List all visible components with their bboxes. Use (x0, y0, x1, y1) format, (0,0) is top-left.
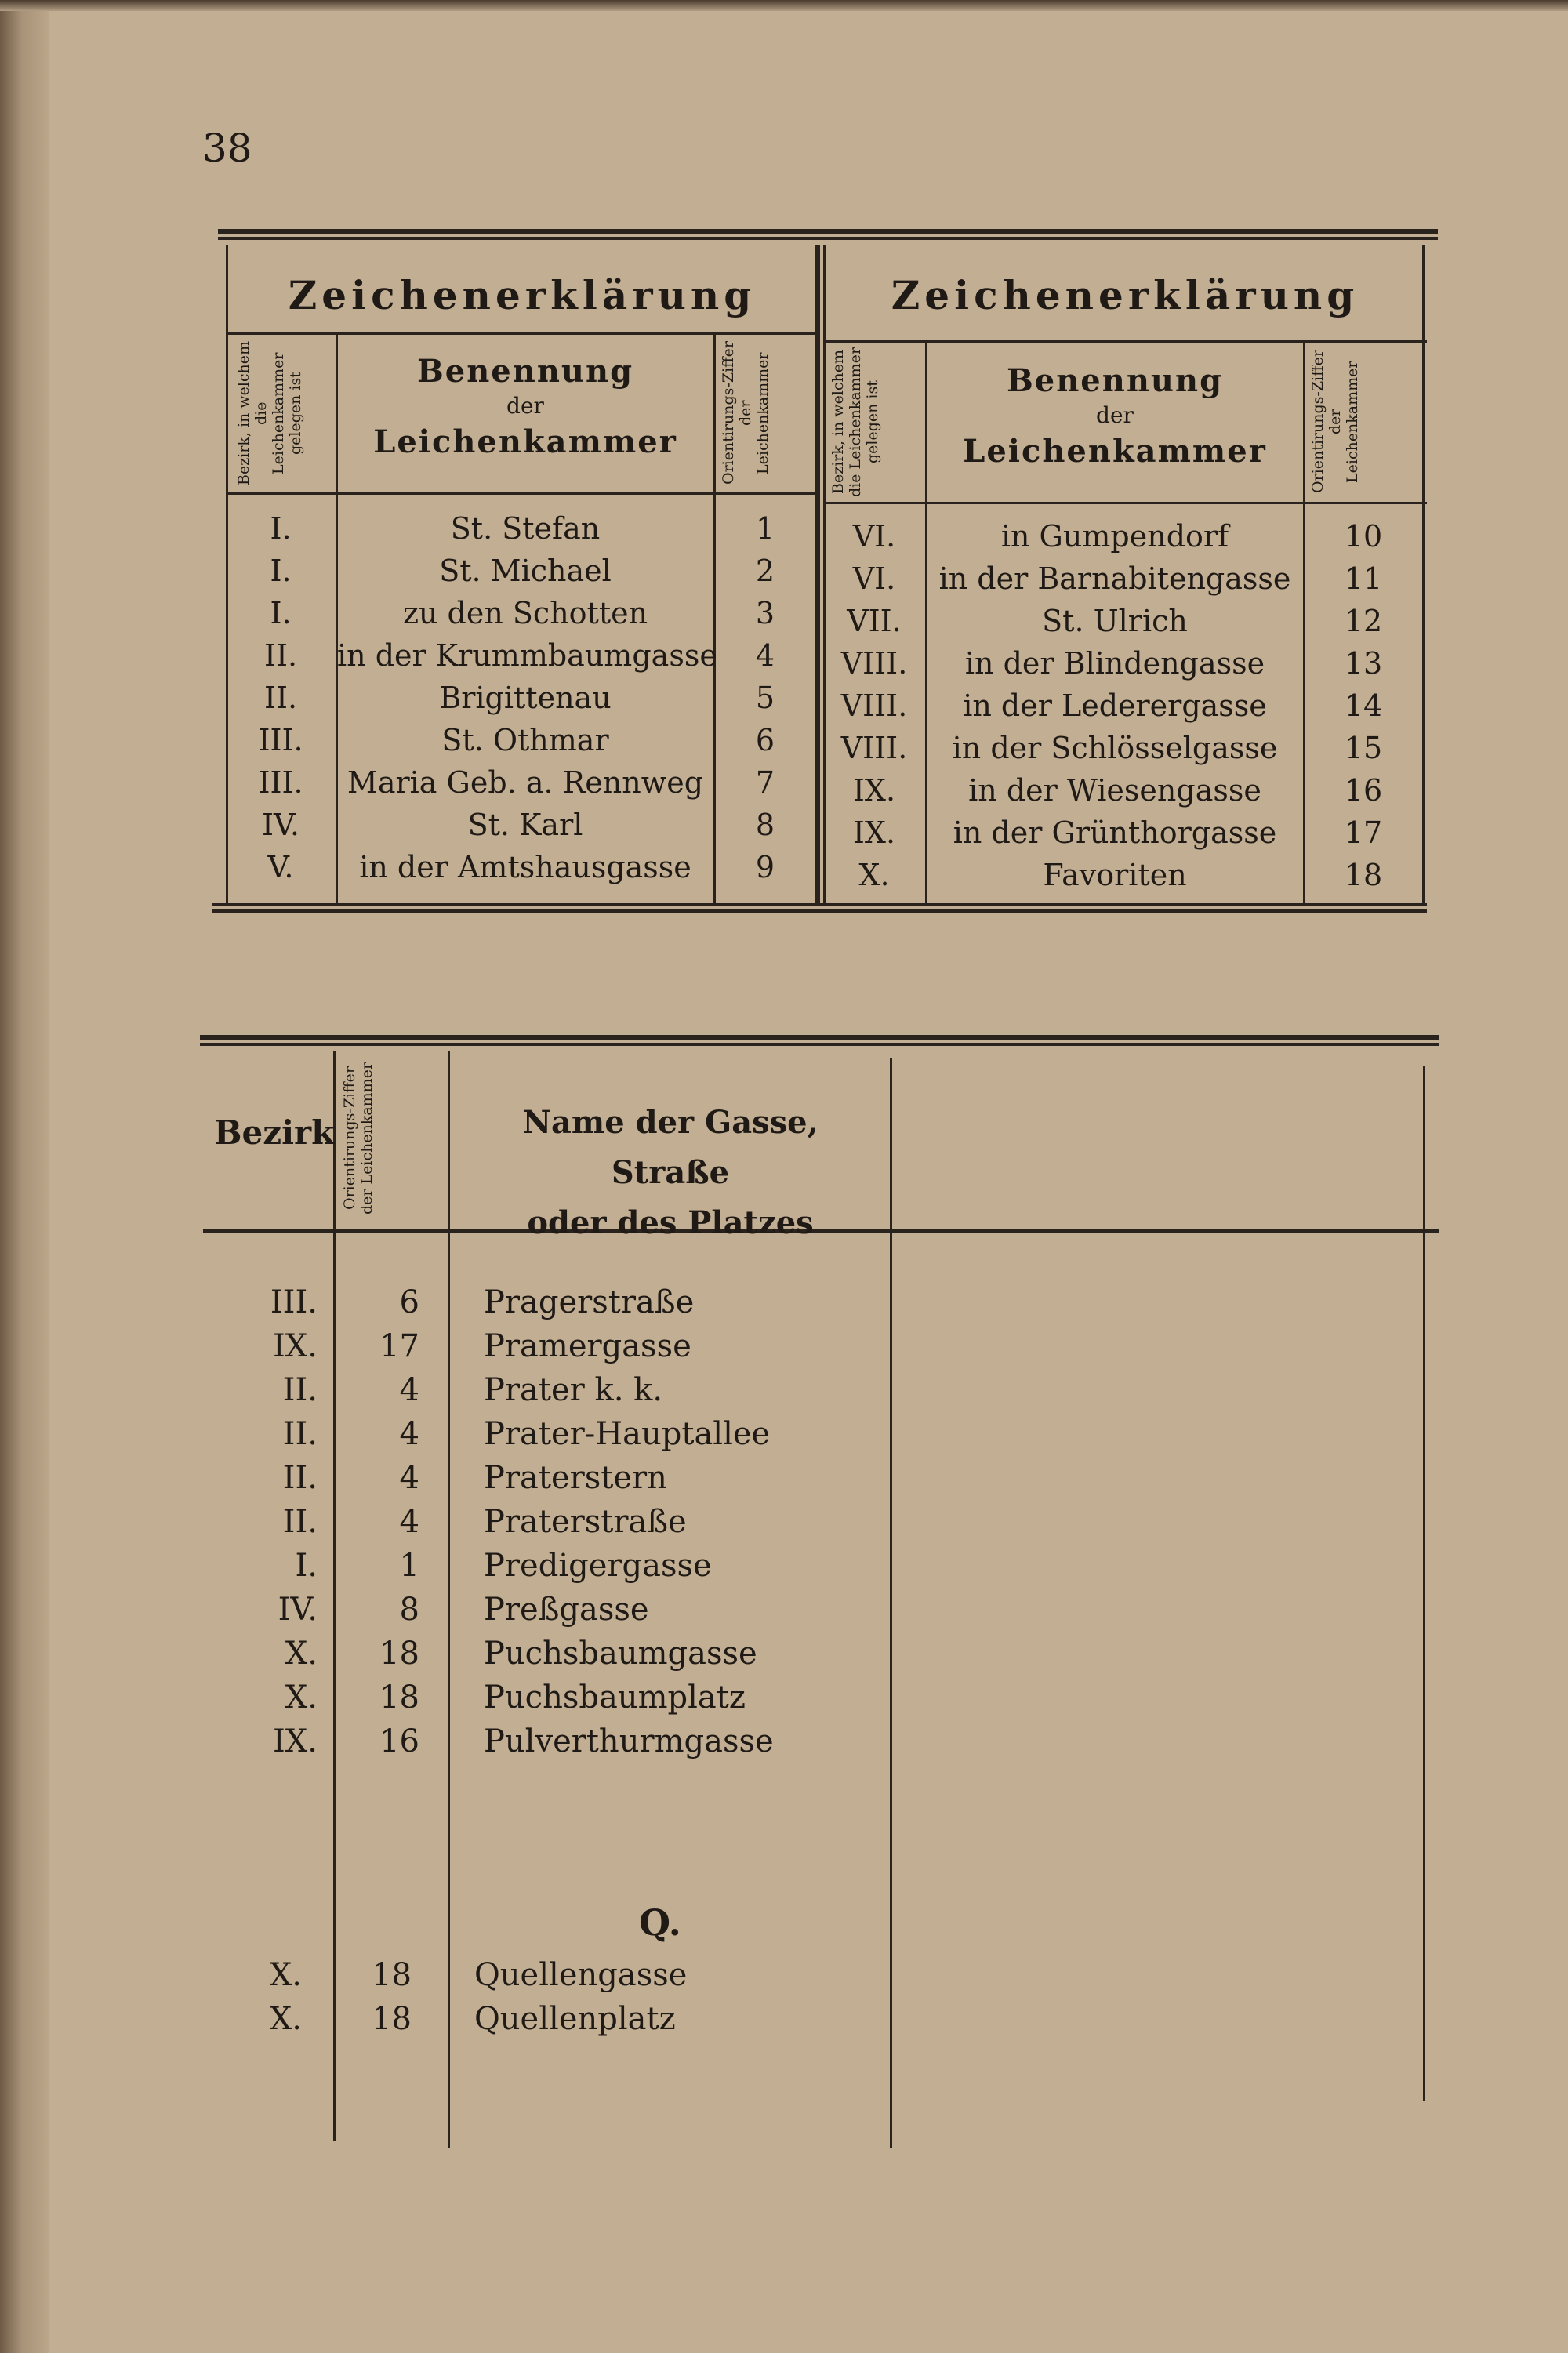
legend-row: VIII. in der Lederergasse 14 (840, 688, 1383, 723)
street-row: X. 18 Puchsbaumplatz (285, 1679, 746, 1716)
legend-left-bezirk-header: Bezirk, in welchem die Leichenkammer gelegen ist (235, 340, 304, 486)
street-row: X. 18 Quellengasse (269, 1957, 688, 1993)
legend-row: IX. in der Wiesengasse 16 (852, 773, 1383, 808)
legend-bottom-rule (212, 903, 1427, 913)
legend-right-bezirk-header: Bezirk, in welchem die Leichenkammer gelegen ist (829, 347, 881, 497)
legend-row: I. St. Michael 2 (270, 554, 775, 588)
legend-row: VIII. in der Blindengasse 13 (840, 646, 1383, 681)
legend-row: IX. in der Grünthorgasse 17 (852, 815, 1383, 850)
legend-row: VIII. in der Schlösselgasse 15 (840, 731, 1383, 765)
legend-right-name-header: Benennung der Leichenkammer (963, 362, 1267, 470)
legend-row: V. in der Amtshausgasse 9 (267, 850, 775, 884)
legend-left-number-header: Orientirungs-Ziffer der Leichenkammer (720, 341, 771, 485)
street-number-header: Orientirungs-Ziffer der Leichenkammer (341, 1062, 376, 1215)
street-table (200, 1035, 1439, 2148)
legend-table (218, 229, 1438, 927)
legend-right-title: Zeichenerklärung (891, 272, 1359, 318)
legend-row: II. in der Krummbaumgasse 4 (263, 638, 775, 673)
legend-row: III. St. Othmar 6 (258, 723, 775, 757)
street-row: II. 4 Praterstern (282, 1460, 667, 1496)
legend-row: III. Maria Geb. a. Rennweg 7 (258, 765, 775, 800)
street-row: IX. 16 Pulverthurmgasse (273, 1723, 774, 1759)
legend-right-number-header: Orientirungs-Ziffer der Leichenkammer (1309, 350, 1361, 494)
street-bezirk-header: Bezirk (214, 1113, 335, 1152)
street-row: III. 6 Pragerstraße (270, 1284, 695, 1320)
street-top-rule (200, 1035, 1439, 1046)
street-name-header: Name der Gasse, Straße oder des Platzes (522, 1104, 818, 1241)
street-row: IX. 17 Pramergasse (273, 1328, 691, 1364)
legend-right-half (823, 245, 1427, 903)
legend-row: VII. St. Ulrich 12 (847, 604, 1383, 638)
legend-row: X. Favoriten 18 (858, 858, 1383, 892)
street-row: X. 18 Puchsbaumgasse (285, 1636, 757, 1672)
legend-row: I. St. Stefan 1 (270, 511, 775, 546)
legend-row: I. zu den Schotten 3 (270, 596, 775, 630)
legend-left-half (226, 245, 818, 903)
legend-top-rule (218, 229, 1438, 240)
section-letter-q: Q. (639, 1901, 681, 1944)
street-row: I. 1 Predigergasse (295, 1548, 712, 1584)
street-row: X. 18 Quellenplatz (269, 2001, 676, 2037)
legend-left-title: Zeichenerklärung (288, 272, 757, 318)
legend-row: VI. in der Barnabitengasse 11 (852, 561, 1383, 596)
legend-row: IV. St. Karl 8 (262, 808, 775, 842)
legend-left-name-header: Benennung der Leichenkammer (373, 353, 677, 460)
street-row: II. 4 Praterstraße (282, 1504, 687, 1540)
street-row: IV. 8 Preßgasse (278, 1592, 649, 1628)
legend-row: II. Brigittenau 5 (263, 681, 775, 715)
street-row: II. 4 Prater-Hauptallee (282, 1416, 771, 1452)
legend-row: VI. in Gumpendorf 10 (852, 519, 1383, 554)
page-number: 38 (202, 125, 252, 171)
street-row: II. 4 Prater k. k. (282, 1372, 663, 1408)
